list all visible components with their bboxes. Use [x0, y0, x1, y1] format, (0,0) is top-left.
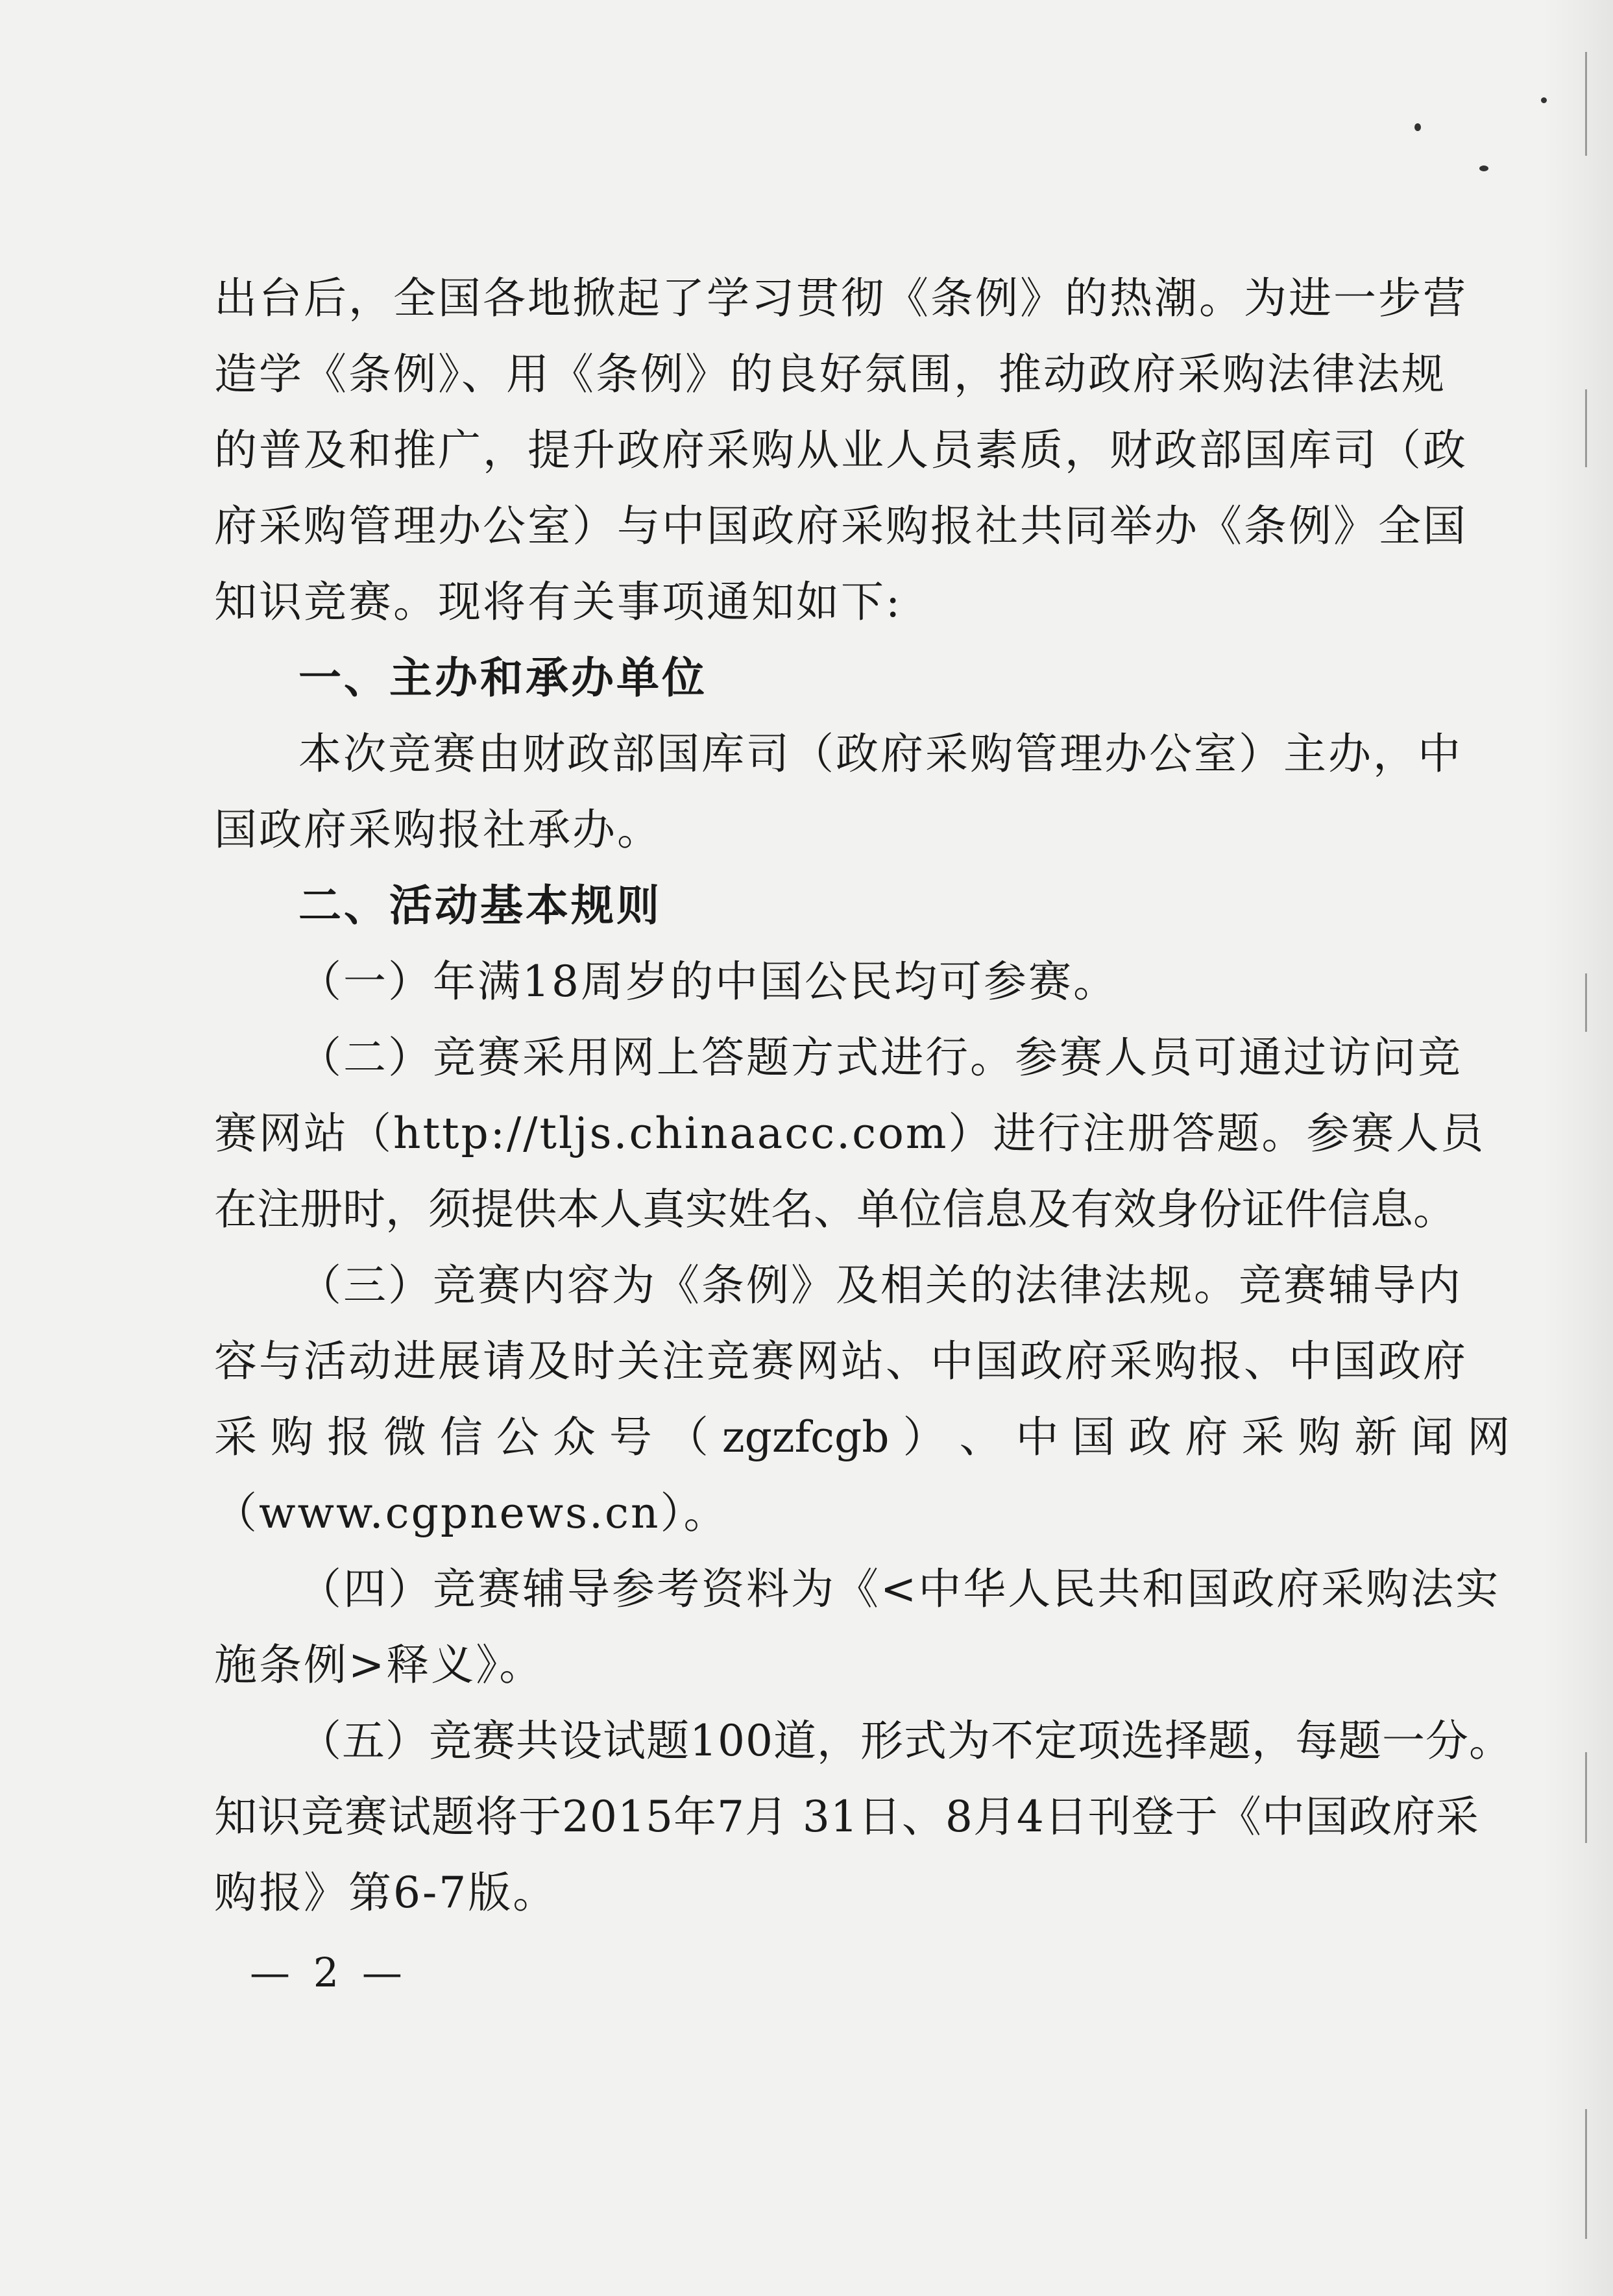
scan-edge-shadow: [1542, 0, 1613, 2296]
scan-speck: [1479, 165, 1488, 171]
page-number: — 2 —: [250, 1949, 407, 1996]
body-line: 知识竞赛试题将于2015年7月 31日、8月4日刊登于《中国政府采: [214, 1792, 1479, 1842]
body-line: 造学《条例》、用《条例》的良好氛围，推动政府采购法律法规: [214, 349, 1446, 399]
body-line: （三）竞赛内容为《条例》及相关的法律法规。竞赛辅导内: [298, 1260, 1462, 1310]
body-line: 的普及和推广，提升政府采购从业人员素质，财政部国库司（政: [214, 425, 1468, 475]
scan-edge-mark: [1585, 1752, 1587, 1843]
scan-edge-mark: [1585, 389, 1587, 467]
body-line: 赛网站（http://tljs.chinaacc.com）进行注册答题。参赛人员: [214, 1108, 1486, 1158]
body-line: 采 购 报 微 信 公 众 号 （ zgzfcgb ） 、 中 国 政 府 采 购 新 闻 网: [214, 1412, 1510, 1462]
scan-edge-mark: [1585, 973, 1587, 1032]
body-line: 国政府采购报社承办。: [214, 805, 662, 855]
body-line: 知识竞赛。现将有关事项通知如下:: [214, 577, 903, 627]
scan-edge-mark: [1585, 52, 1587, 156]
scan-speck: [1414, 123, 1421, 131]
body-line: 在注册时，须提供本人真实姓名、单位信息及有效身份证件信息。: [214, 1184, 1456, 1234]
body-line: 出台后，全国各地掀起了学习贯彻《条例》的热潮。为进一步营: [214, 273, 1468, 323]
body-line: （四）竞赛辅导参考资料为《<中华人民共和国政府采购法实: [298, 1564, 1501, 1614]
scan-edge-mark: [1585, 2109, 1587, 2239]
rule-item-1: （一）年满18周岁的中国公民均可参赛。: [298, 957, 1118, 1007]
body-line: 施条例>释义》。: [214, 1640, 544, 1690]
body-line: 容与活动进展请及时关注竞赛网站、中国政府采购报、中国政府: [214, 1336, 1468, 1386]
body-line: 府采购管理办公室）与中国政府采购报社共同举办《条例》全国: [214, 501, 1468, 551]
section-heading-2: 二、活动基本规则: [298, 881, 662, 931]
scan-speck: [1541, 97, 1547, 103]
body-line: 本次竞赛由财政部国库司（政府采购管理办公室）主办，中: [298, 729, 1462, 779]
body-line: （二）竞赛采用网上答题方式进行。参赛人员可通过访问竞: [298, 1032, 1462, 1082]
body-line: （五）竞赛共设试题100道，形式为不定项选择题，每题一分。: [298, 1716, 1512, 1766]
body-line: 购报》第6-7版。: [214, 1868, 558, 1918]
body-line: （www.cgpnews.cn）。: [214, 1488, 729, 1538]
section-heading-1: 一、主办和承办单位: [298, 653, 707, 703]
